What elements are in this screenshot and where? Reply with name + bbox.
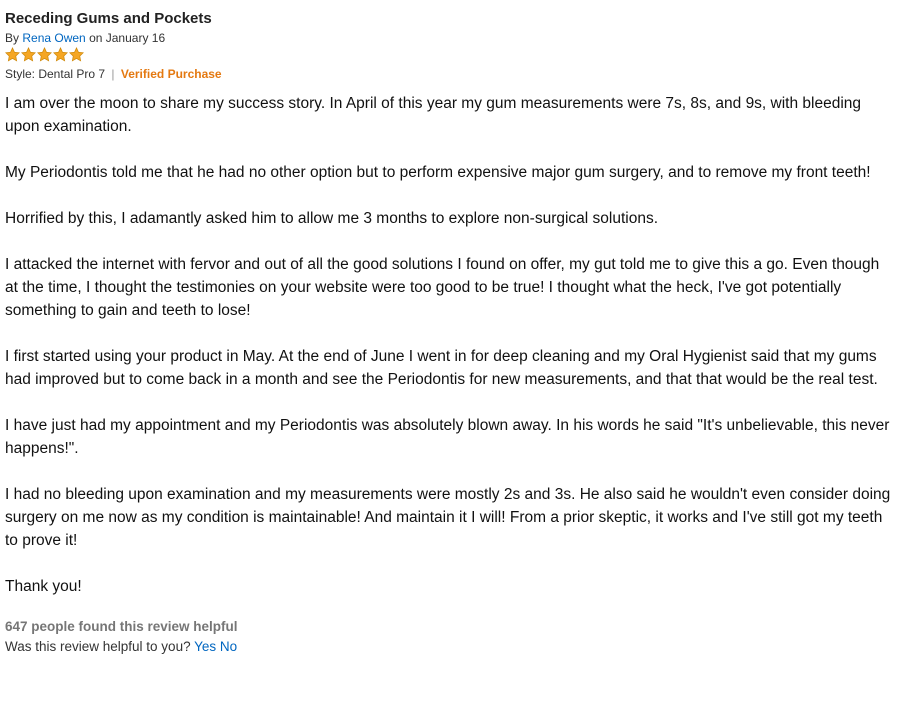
review-paragraph: My Periodontis told me that he had no other option but to perform expensive major gum surgery, and to remove my front teeth! [5, 164, 871, 181]
review-paragraph: I attacked the internet with fervor and out of all the good solutions I found on offer, my gut told me to give this a go. Even though at the time, I thought the testimonies on your website were too good to be true! I thought what the heck, I've got potentially something to gain and teeth to lose! [5, 256, 880, 319]
review-paragraph: I have just had my appointment and my Periodontis was absolutely blown away. In his words he said "It's unbelievable, this never happens!". [5, 417, 890, 457]
helpful-count: 647 people found this review helpful [5, 619, 238, 634]
star-icon [37, 47, 52, 62]
helpful-no-link[interactable]: No [219, 639, 238, 654]
star-rating [5, 47, 891, 63]
meta-separator: | [111, 67, 115, 81]
star-icon [5, 47, 20, 62]
star-icon [69, 47, 84, 62]
review-paragraph: I had no bleeding upon examination and my measurements were mostly 2s and 3s. He also said he wouldn't even consider doing surgery on me now as my condition is maintainable! And maintain it I will! From a prior skeptic, it works and I've still got my teeth to prove it! [5, 486, 891, 549]
review-body [5, 92, 891, 598]
author-link[interactable]: Rena Owen [22, 31, 86, 45]
helpful-question-row [5, 638, 891, 656]
star-icon [53, 47, 68, 62]
review-paragraph: I am over the moon to share my success story. In April of this year my gum measurements were 7s, 8s, and 9s, with bleeding upon examination. [5, 95, 862, 135]
review-paragraph: I first started using your product in May. At the end of June I went in for deep cleaning and my Oral Hygienist said that my gums had improved but to come back in a month and see the Periodontis for new measurements, and that that would be the real test. [5, 348, 878, 388]
review-meta [5, 66, 891, 82]
review-byline [5, 30, 891, 46]
helpful-yes-link[interactable]: Yes [194, 639, 217, 654]
review-date: on January 16 [89, 31, 166, 45]
product-style: Style: Dental Pro 7 [5, 67, 106, 81]
review-paragraph: Thank you! [5, 578, 82, 595]
review-paragraph: Horrified by this, I adamantly asked him to allow me 3 months to explore non-surgical solutions. [5, 210, 659, 227]
star-icon [21, 47, 36, 62]
byline-prefix: By [5, 31, 20, 45]
review-title: Receding Gums and Pockets [5, 10, 212, 27]
helpful-question: Was this review helpful to you? [5, 639, 191, 654]
verified-purchase-badge: Verified Purchase [120, 67, 222, 81]
